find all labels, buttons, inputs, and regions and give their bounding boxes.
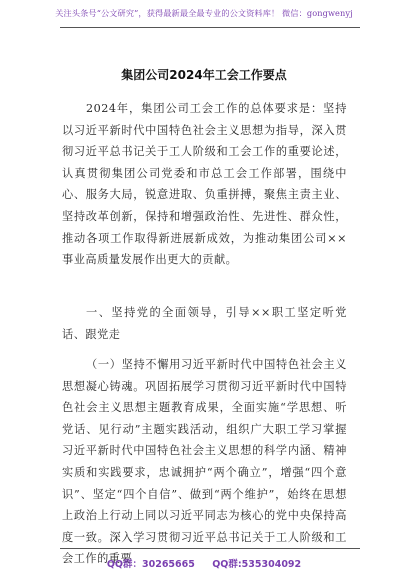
item-paragraph: （一）坚持不懈用习近平新时代中国特色社会主义思想凝心铸魂。巩固拓展学习贯彻习近平新时代中国特色社会主义思想主题教育成果，全面实施“学思想、听党话、见行动”主题实践活动，组织广大职工学习掌握习近平新时代中国特色社会主义思想的科学内涵、精神实质和实践要求，忠诚拥护“两个确立”，增强“四个意识”、坚定“四个自信”、做到“两个维护”，始终在思想上政治上行动上同以习近平同志为核心的党中央保持高度一致。深入学习贯彻习近平总书记关于工人阶级和工会工作的重要 [62,358,347,566]
document-title: 集团公司2024年工会工作要点 [121,68,287,82]
intro-paragraph: 2024年，集团公司工会工作的总体要求是：坚持以习近平新时代中国特色社会主义思想为指导，深入贯彻习近平总书记关于工人阶级和工会工作的重要论述，认真贯彻集团公司党委和市总工会工作部署，围绕中心、服务大局，锐意进取、负重拼搏，聚焦主责主业、坚持改革创新，保持和增强政治性、先进性、群众性，推动各项工作取得新进展新成效，为推动集团公司××事业高质量发展作出更大的贡献。 [62,102,347,267]
footer-qq-group-1: QQ群：30265665 [106,559,195,570]
header-notice: 关注头条号“公文研究”，获得最新最全最专业的公文资料库！ 微信：gongwenyj [55,8,353,18]
footer-qq-group-2: QQ群:535304092 [212,559,302,570]
footer-divider [60,548,360,549]
footer-contacts [0,556,408,570]
section-heading: 一、坚持党的全面领导，引导××职工坚定听党话、跟党走 [62,306,347,341]
header-divider [60,27,360,28]
